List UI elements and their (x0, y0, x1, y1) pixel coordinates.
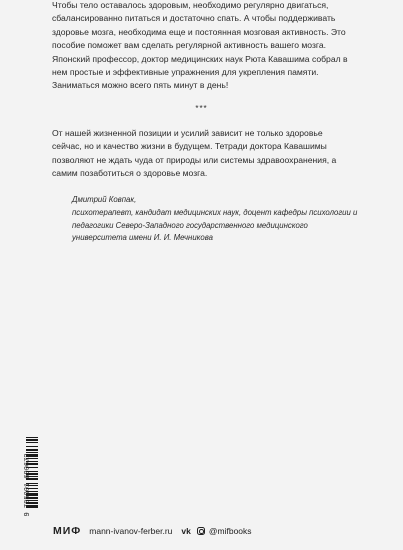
publisher-footer (53, 524, 252, 538)
quote-author-title: психотерапевт, кандидат медицинских наук, доцент кафедры психологии и педагогики Северо-Западного государственного медицинского университета имени И. И. Мечникова (72, 208, 358, 243)
instagram-icon[interactable] (197, 527, 205, 535)
publisher-site-link[interactable]: mann-ivanov-ferber.ru (89, 526, 173, 536)
second-paragraph: От нашей жизненной позиции и усилий зависит не только здоровье сейчас, но и качество жизни в будущем. Тетради доктора Кавашимы позволяют не ждать чуда от природы или системы здравоохранения, а самим позаботиться о здоровье мозга. (52, 128, 337, 179)
social-handle[interactable]: @mifbooks (208, 526, 252, 536)
barcode-number: 9 785001 690672 (24, 453, 32, 517)
isbn-barcode (18, 437, 38, 537)
section-separator: *** (195, 104, 208, 113)
vk-icon[interactable]: vk (181, 526, 191, 536)
publisher-logo: МИФ (53, 525, 82, 537)
intro-paragraph: Чтобы тело оставалось здоровым, необходимо регулярно двигаться, сбалансированно питаться и достаточно спать. А чтобы поддерживать здоровье мозга, необходима еще и постоянная мозговая активность. Это пособие поможет вам сделать регулярной активность вашего мозга. Японский профессор, доктор медицинских наук Рюта Кавашима собрал в нем простые и эффективные упражнения для укрепления памяти. Заниматься можно всего пять минут в день! (52, 0, 348, 91)
quote-author: Дмитрий Ковпак, (72, 195, 137, 204)
